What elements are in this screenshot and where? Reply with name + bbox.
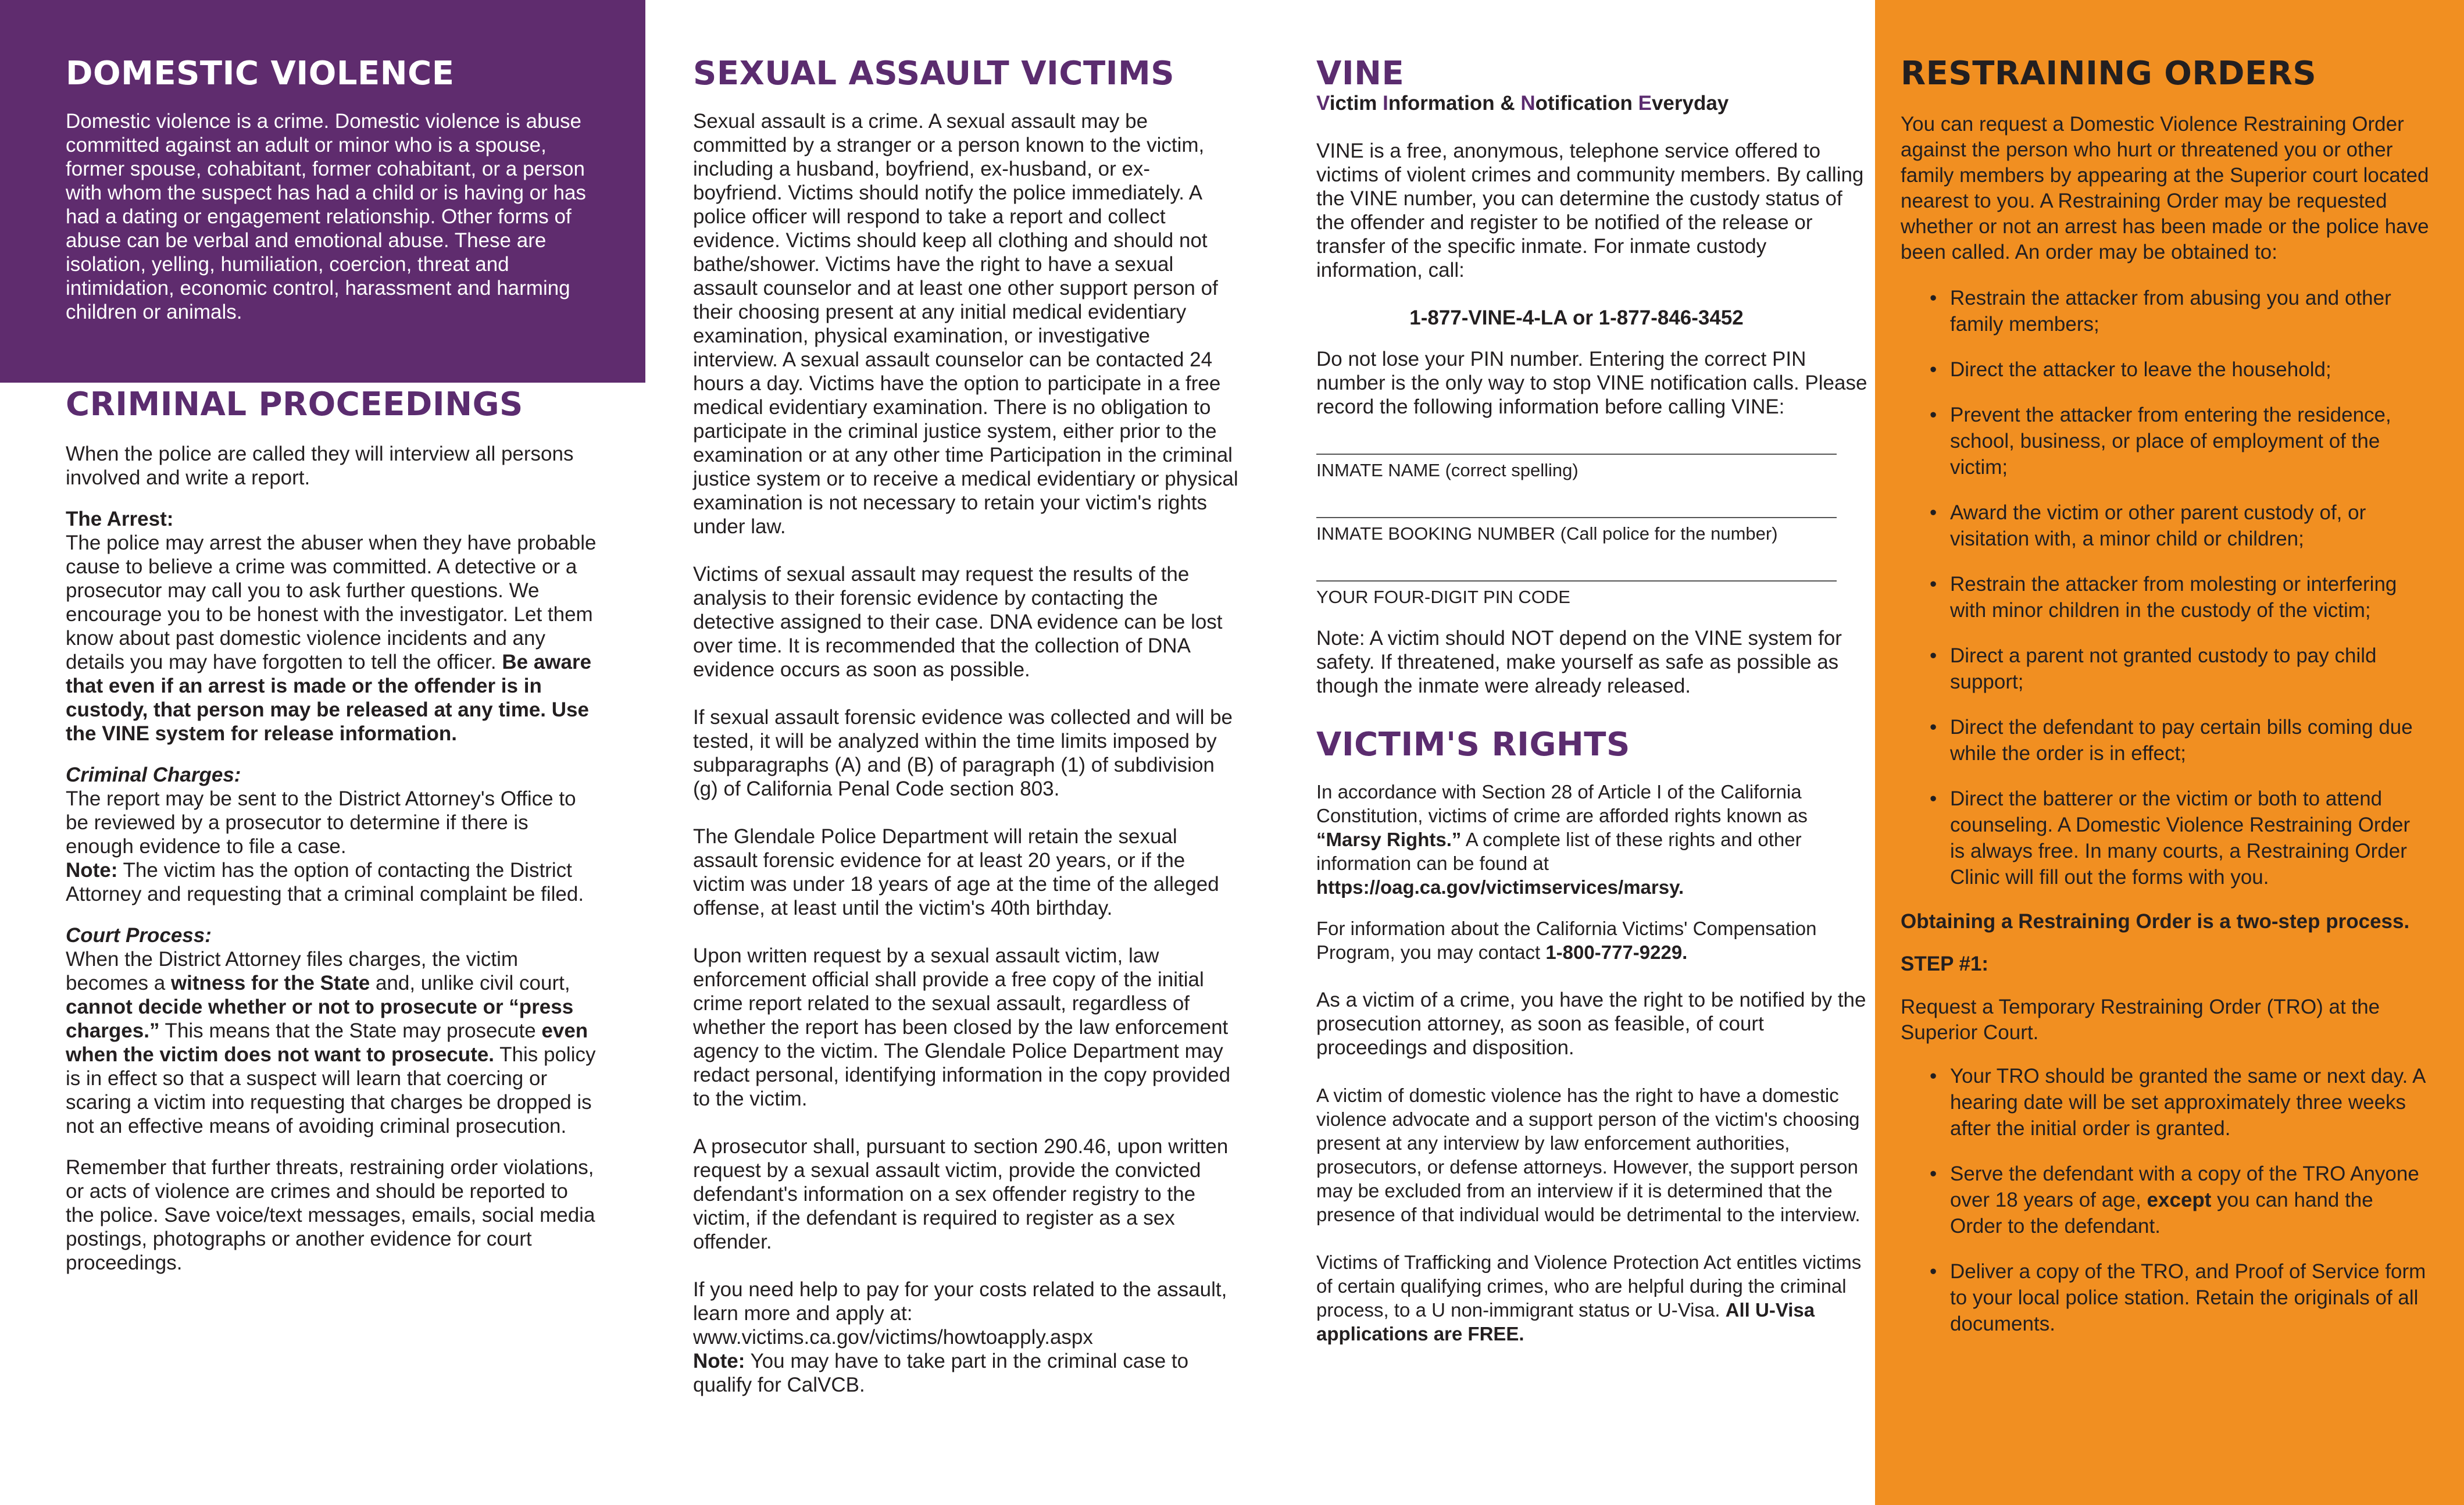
restraining-item-text: Direct the defendant to pay certain bills coming due while the order is in effect; xyxy=(1950,715,2413,765)
vine-title: VINE xyxy=(1316,55,1405,92)
list-item xyxy=(1901,285,2429,337)
list-item xyxy=(1901,1258,2429,1337)
domestic-violence-text: Domestic violence is a crime. Domestic violence is abuse committed against an adult or minor who is a spouse, former spouse, cohabitant, former cohabitant, or a person with whom the suspect has had a child or is having or has had a dating or engagement relationship. Other forms of abuse can be verbal and emotional abuse. These are isolation, yelling, humiliation, coercion, threat and intimidation, economic control, harassment and harming children or animals. xyxy=(66,109,586,323)
step-item-3: Deliver a copy of the TRO, and Proof of Service form to your local police station. Retain the originals of all documents. xyxy=(1950,1260,2426,1335)
list-item xyxy=(1901,1161,2429,1239)
vine-phone: 1-877-VINE-4-LA or 1-877-846-3452 xyxy=(1409,306,1744,329)
court-bold-1: witness for the State xyxy=(170,972,370,995)
column-vine xyxy=(1244,0,1875,1505)
list-item xyxy=(1901,402,2429,480)
sexual-assault-title: SEXUAL ASSAULT VICTIMS xyxy=(693,55,1175,92)
bullet: • xyxy=(1930,715,1937,739)
rights-p1c: A complete list of these rights and other information can be found at xyxy=(1316,829,1802,875)
bullet: • xyxy=(1930,286,1937,309)
list-item xyxy=(1901,356,2429,383)
inmate-name-label: INMATE NAME (correct spelling) xyxy=(1316,459,1579,480)
vine-sub-2: nformation & xyxy=(1388,91,1521,115)
charges-heading: Criminal Charges: xyxy=(66,764,241,787)
restraining-item-text: Restrain the attacker from abusing you and other family members; xyxy=(1950,286,2391,336)
court-section xyxy=(66,923,599,1138)
sexual-p4: The Glendale Police Department will retain the sexual assault forensic evidence for at least 20 years, or if the victim was under 18 years of age at the time of the alleged offense, at least until the victim's 40th birthday. xyxy=(693,825,1219,919)
charges-section xyxy=(66,763,599,906)
two-step-text: Obtaining a Restraining Order is a two-step process. xyxy=(1901,910,2410,933)
bullet: • xyxy=(1930,403,1937,426)
vine-sub-4: veryday xyxy=(1651,91,1729,115)
column-domestic-violence xyxy=(0,0,645,1505)
domestic-violence-title: DOMESTIC VIOLENCE xyxy=(66,55,455,92)
restraining-order-list xyxy=(1901,285,2429,890)
victims-rights-title: VICTIM'S RIGHTS xyxy=(1316,725,1630,764)
rights-p5 xyxy=(1316,1250,1875,1346)
court-text-2: and, unlike civil court, xyxy=(370,972,570,995)
bullet: • xyxy=(1930,1260,1937,1283)
vine-sub-1: ictim xyxy=(1329,91,1383,115)
vine-subtitle xyxy=(1316,92,1875,115)
restraining-item-text: Prevent the attacker from entering the residence, school, business, or place of employment of the victim; xyxy=(1950,403,2391,479)
inmate-name-line[interactable] xyxy=(1316,454,1837,455)
step-1-list xyxy=(1901,1063,2429,1337)
sexual-p3: If sexual assault forensic evidence was collected and will be tested, it will be analyzed within the time limits imposed by subparagraphs (A) and (B) of paragraph (1) of subdivision (g) of California Penal Code section 803. xyxy=(693,705,1233,800)
sexual-p6: A prosecutor shall, pursuant to section 290.46, upon written request by a sexual assault victim, provide the convicted defendant's information on a sex offender registry to the victim, if the defendant is required to register as a sex offender. xyxy=(693,1135,1229,1253)
bullet: • xyxy=(1930,1162,1937,1185)
bullet: • xyxy=(1930,358,1937,381)
court-text-4: This policy is in effect so that a suspect will learn that coercing or scaring a victim into requesting that charges be dropped is not an effective means of avoiding criminal prosecution. xyxy=(66,1043,596,1138)
restraining-intro: You can request a Domestic Violence Restraining Order against the person who hurt or threatened you or other family members by appearing at the Superior court located nearest to you. A Restraining Order may be requested whether or not an arrest has been made or the police have been called. An order may be obtained to: xyxy=(1901,112,2429,263)
restraining-item-text: Award the victim or other parent custody of, or visitation with, a minor child or children; xyxy=(1950,501,2366,550)
restraining-orders-title: RESTRAINING ORDERS xyxy=(1901,55,2317,92)
list-item xyxy=(1901,571,2429,623)
bullet: • xyxy=(1930,1064,1937,1087)
restraining-item-text: Direct a parent not granted custody to pay child support; xyxy=(1950,644,2377,693)
rights-p5a: Victims of Trafficking and Violence Protection Act entitles victims of certain qualifying crimes, who are helpful during the criminal process, to a U non-immigrant status or U-Visa. xyxy=(1316,1251,1862,1321)
marsy-rights: “Marsy Rights.” xyxy=(1316,829,1462,851)
bullet: • xyxy=(1930,501,1937,524)
sexual-p7: If you need help to pay for your costs related to the assault, learn more and apply at: www.victims.ca.gov/victims/howtoapply.aspx xyxy=(693,1278,1227,1349)
column-restraining-orders xyxy=(1875,0,2464,1505)
charges-note-text: The victim has the option of contacting the District Attorney and requesting that a criminal complaint be filed. xyxy=(66,859,584,906)
step-item-2a: Serve the defendant with a copy of the TRO Anyone over 18 years of age, xyxy=(1950,1162,2419,1211)
court-bold-2: cannot decide whether or not to prosecute or “press charges.” xyxy=(66,996,574,1043)
list-item xyxy=(1901,714,2429,766)
step-item-1: Your TRO should be granted the same or next day. A hearing date will be set approximately three weeks after the initial order is granted. xyxy=(1950,1064,2425,1140)
list-item xyxy=(1901,500,2429,552)
vine-p3: Note: A victim should NOT depend on the VINE system for safety. If threatened, make yourself as safe as possible as though the inmate were already released. xyxy=(1316,626,1842,697)
arrest-heading: The Arrest: xyxy=(66,508,174,531)
court-text-1: When the District Attorney files charges, the victim becomes a xyxy=(66,948,519,995)
rights-p3: As a victim of a crime, you have the right to be notified by the prosecution attorney, as soon as feasible, of court proceedings and disposition. xyxy=(1316,989,1866,1060)
bullet: • xyxy=(1930,644,1937,667)
list-item xyxy=(1901,643,2429,695)
criminal-proceedings-title: CRIMINAL PROCEEDINGS xyxy=(66,385,523,423)
sexual-note-text: You may have to take part in the criminal case to qualify for CalVCB. xyxy=(693,1349,1189,1396)
booking-number-label: INMATE BOOKING NUMBER (Call police for the number) xyxy=(1316,523,1778,544)
sexual-p2: Victims of sexual assault may request the results of the analysis to their forensic evidence by contacting the detective assigned to their case. DNA evidence can be lost over time. It is recommended that the collection of DNA evidence occurs as soon as possible. xyxy=(693,562,1223,681)
sexual-p5: Upon written request by a sexual assault victim, law enforcement official shall provide a free copy of the initial crime report related to the sexual assault, regardless of whether the report has been closed by the law enforcement agency to the victim. The Glendale Police Department may redact personal, identifying information in the copy provided to the victim. xyxy=(693,944,1231,1110)
u-visa-free: All U-Visa applications are FREE. xyxy=(1316,1299,1815,1345)
charges-text: The report may be sent to the District Attorney's Office to be reviewed by a prosecutor to determine if there is enough evidence to file a case. xyxy=(66,787,576,858)
pin-code-label: YOUR FOUR-DIGIT PIN CODE xyxy=(1316,586,1570,607)
vine-letter-n: N xyxy=(1520,91,1535,115)
list-item xyxy=(1901,1063,2429,1142)
arrest-text: The police may arrest the abuser when they have probable cause to believe a crime was committed. A detective or a prosecutor may call you to ask further questions. We encourage you to be honest with the investigator. Let them know about past domestic violence incidents and any details you may have forgotten to tell the officer. xyxy=(66,532,597,674)
vine-p1: VINE is a free, anonymous, telephone service offered to victims of violent crimes and community members. By calling the VINE number, you can determine the custody status of the offender and register to be notified of the release or transfer of the specific inmate. For inmate custody information, call: xyxy=(1316,139,1864,281)
list-item xyxy=(1901,786,2429,890)
bullet: • xyxy=(1930,572,1937,595)
sexual-note-label: Note: xyxy=(693,1349,745,1372)
vine-sub-3: otification xyxy=(1535,91,1638,115)
arrest-section xyxy=(66,507,599,746)
vine-p2: Do not lose your PIN number. Entering the correct PIN number is the only way to stop VINE notification calls. Please record the following information before calling VINE: xyxy=(1316,347,1867,418)
rights-p4: A victim of domestic violence has the right to have a domestic violence advocate and a support person of the victim's choosing present at any interview by law enforcement authorities, prosecutors, or defense attorneys. However, the support person may be excluded from an interview if it is determined that the presence of that individual would be detrimental to the interview. xyxy=(1316,1085,1861,1226)
rights-p2a: For information about the California Victims' Compensation Program, you may contact xyxy=(1316,918,1817,964)
rights-p2 xyxy=(1316,916,1875,964)
step-1-label: STEP #1: xyxy=(1901,952,1989,975)
booking-number-line[interactable] xyxy=(1316,517,1837,518)
column-sexual-assault xyxy=(645,0,1238,1505)
compensation-phone: 1-800-777-9229. xyxy=(1545,941,1688,964)
bullet: • xyxy=(1930,787,1937,810)
court-text-3: This means that the State may prosecute xyxy=(159,1019,542,1043)
vine-letter-e: E xyxy=(1638,91,1652,115)
step-item-2b: except xyxy=(2147,1188,2212,1211)
remember-text: Remember that further threats, restraining order violations, or acts of violence are crimes and should be reported to the police. Save voice/text messages, emails, social media postings, photographs or another evidence for court proceedings. xyxy=(66,1156,595,1275)
rights-p1a: In accordance with Section 28 of Article I of the California Constitution, victims of crime are afforded rights known as xyxy=(1316,781,1808,827)
marsy-url[interactable]: https://oag.ca.gov/victimservices/marsy. xyxy=(1316,876,1684,898)
arrest-warning: Be aware that even if an arrest is made or the offender is in custody, that person may be released at any time. Use the VINE system for release information. xyxy=(66,651,592,746)
rights-p1 xyxy=(1316,780,1875,899)
vine-letter-i: I xyxy=(1383,91,1388,115)
restraining-item-text: Direct the attacker to leave the household; xyxy=(1950,358,2331,381)
restraining-item-text: Restrain the attacker from molesting or interfering with minor children in the custody of the victim; xyxy=(1950,572,2397,622)
sexual-p1: Sexual assault is a crime. A sexual assault may be committed by a stranger or a person known to the victim, including a husband, boyfriend, ex-husband, or ex-boyfriend. Victims should notify the police immediately. A police officer will respond to take a report and collect evidence. Victims should keep all clothing and should not bathe/shower. Victims have the right to have a sexual assault counselor and at least one other support person of their choosing present at any initial medical evidentiary examination, physical examination, or investigative interview. A sexual assault counselor can be contacted 24 hours a day. Victims have the option to participate in a free medical evidentiary examination. There is no obligation to participate in the criminal justice system, either prior to the examination or at any other time Participation in the criminal justice system or to receive a medical evidentiary or physical examination is not necessary to retain your victim's rights under law. xyxy=(693,109,1238,538)
step-1-text: Request a Temporary Restraining Order (TRO) at the Superior Court. xyxy=(1901,995,2380,1044)
vine-letter-v: V xyxy=(1316,91,1330,115)
criminal-intro: When the police are called they will interview all persons involved and write a report. xyxy=(66,443,574,490)
step-item-2c: you can hand the Order to the defendant. xyxy=(1950,1188,2373,1237)
court-heading: Court Process: xyxy=(66,924,212,947)
pin-code-line[interactable] xyxy=(1316,580,1837,582)
court-bold-3: even when the victim does not want to prosecute. xyxy=(66,1019,588,1067)
charges-note-label: Note: xyxy=(66,859,118,882)
sexual-note xyxy=(693,1349,1238,1397)
restraining-item-text: Direct the batterer or the victim or both to attend counseling. A Domestic Violence Restraining Order is always free. In many courts, a Restraining Order Clinic will fill out the forms with you. xyxy=(1950,787,2411,889)
